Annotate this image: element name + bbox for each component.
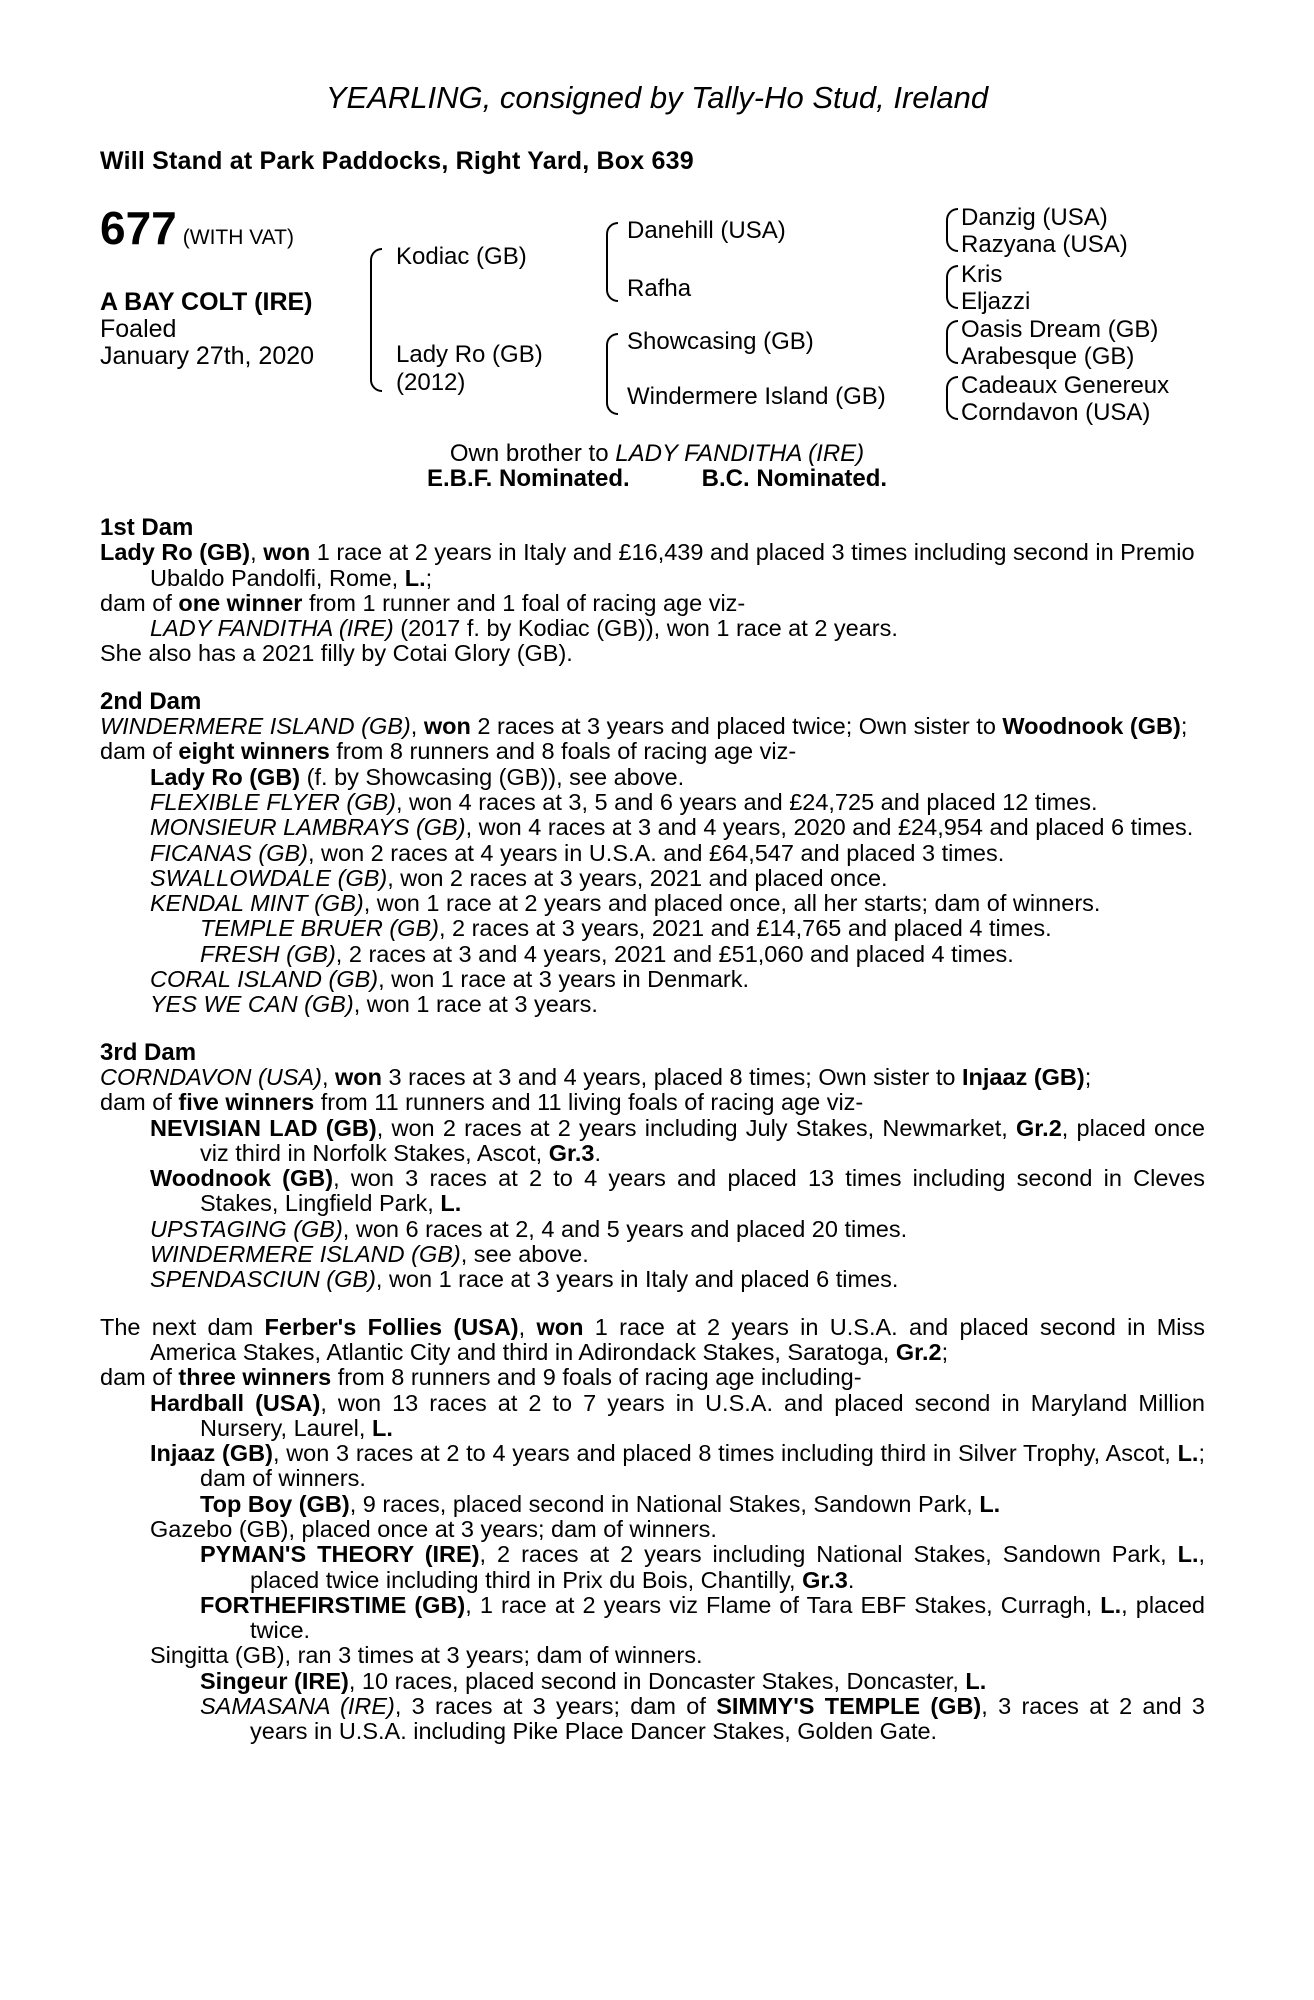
text: , placed twice including third in Prix du Bois, Chantilly, [250, 1541, 1206, 1593]
text: , won 2 races at 2 years including July Stakes, Newmarket, [376, 1114, 1017, 1141]
catalogue-body [100, 515, 1205, 1745]
text: , won 13 races at 2 to 7 years in U.S.A. and placed second in Maryland Million Nursery, Laurel, [200, 1389, 1206, 1441]
text: (2017 f. by Kodiac (GB)), won 1 race at 2 years. [393, 615, 898, 642]
won-label: won [423, 713, 471, 740]
lot-number [100, 202, 294, 254]
horse-name: PYMAN'S THEORY (IRE) [200, 1541, 480, 1568]
text: dam of [100, 1089, 179, 1116]
horse-name: UPSTAGING (GB) [150, 1215, 343, 1242]
winners-count: eight winners [178, 738, 330, 765]
horse-name: Hardball (USA) [150, 1389, 321, 1416]
stand-location: Will Stand at Park Paddocks, Right Yard, Box 639 [100, 147, 694, 175]
brace [370, 248, 382, 392]
ggp-2: Razyana (USA) [961, 231, 1128, 258]
text: , won 4 races at 3 and 4 years, 2020 and £24,954 and placed 6 times. [465, 814, 1194, 841]
sire-sire: Danehill (USA) [627, 217, 786, 244]
grade-label: L. [371, 1414, 393, 1441]
dam-entry [100, 1065, 1205, 1090]
horse-name: FORTHEFIRSTIME (GB) [200, 1591, 466, 1618]
section-heading: 1st Dam [100, 514, 194, 541]
foaled-info [100, 316, 314, 370]
won-label: won [335, 1063, 383, 1090]
brace [946, 208, 958, 252]
winners-count: one winner [178, 589, 303, 616]
produce-entry [100, 1593, 1205, 1644]
own-brother-name: LADY FANDITHA (IRE) [615, 440, 865, 467]
horse-name: LADY FANDITHA (IRE) [150, 615, 394, 642]
horse-name: CORAL ISLAND (GB) [150, 966, 379, 993]
lot-description: A BAY COLT (IRE) [100, 288, 313, 316]
ggp-1: Danzig (USA) [961, 204, 1108, 231]
note-line: She also has a 2021 filly by Cotai Glory (GB). [100, 640, 573, 667]
text: 3 races at 3 and 4 years, placed 8 times; Own sister to [382, 1063, 962, 1090]
text: dam of [100, 738, 179, 765]
text: , 2 races at 3 and 4 years, 2021 and £51,060 and placed 4 times. [335, 940, 1014, 967]
horse-name: Singeur (IRE) [200, 1667, 349, 1694]
horse-name: MONSIEUR LAMBRAYS (GB) [150, 814, 466, 841]
next-dam-entry [100, 1315, 1205, 1366]
text: from 1 runner and 1 foal of racing age viz- [302, 589, 746, 616]
text: 1 race at 2 years in U.S.A. and placed second in Miss America Stakes, Atlantic City and third in Adirondack Stakes, Saratoga, [150, 1313, 1205, 1365]
text: , [518, 1313, 537, 1340]
dam-sire: Showcasing (GB) [627, 328, 814, 355]
text: 1 race at 2 years in Italy and £16,439 and placed 3 times including second in Premio Ubaldo Pandolfi, Rome, [150, 539, 1195, 591]
sire-dam: Rafha [627, 275, 692, 302]
text: ; dam of winners. [200, 1440, 1205, 1492]
produce-summary [100, 591, 1205, 616]
text: . [847, 1566, 855, 1593]
text: ; [1180, 713, 1188, 740]
grade-label: Gr.2 [1016, 1114, 1062, 1141]
grade-label: L. [1100, 1591, 1122, 1618]
horse-name: Injaaz (GB) [961, 1063, 1085, 1090]
text: , 10 races, placed second in Doncaster Stakes, Doncaster, [348, 1667, 966, 1694]
grade-label: L. [1177, 1541, 1199, 1568]
won-label: won [536, 1313, 584, 1340]
text: from 11 runners and 11 living foals of racing age viz- [314, 1089, 864, 1116]
text: , won 1 race at 3 years in Italy and placed 6 times. [375, 1266, 899, 1293]
horse-name: YES WE CAN (GB) [150, 991, 354, 1018]
ggp-6: Arabesque (GB) [961, 343, 1135, 370]
text: , 1 race at 2 years viz Flame of Tara EBF Stakes, Curragh, [465, 1591, 1101, 1618]
produce-entry [100, 916, 1205, 941]
produce-entry: Gazebo (GB), placed once at 3 years; dam of winners. [150, 1515, 717, 1542]
produce-entry [100, 1116, 1205, 1167]
produce-summary [100, 739, 1205, 764]
produce-entry [100, 1492, 1205, 1517]
nominations [0, 465, 1314, 493]
produce-entry [100, 967, 1205, 992]
dam-year: (2012) [396, 369, 466, 396]
text: The next dam [100, 1313, 265, 1340]
grade-label: Gr.3 [548, 1139, 595, 1166]
produce-entry [100, 992, 1205, 1017]
section-heading: 2nd Dam [100, 687, 202, 715]
text: , won 3 races at 2 to 4 years and placed 8 times including third in Silver Trophy, Ascot, [272, 1440, 1178, 1467]
text: , see above. [460, 1241, 589, 1268]
produce-entry [100, 1669, 1205, 1694]
horse-name: NEVISIAN LAD (GB) [150, 1114, 377, 1141]
produce-entry [100, 790, 1205, 815]
page-title: YEARLING, consigned by Tally-Ho Stud, Ireland [325, 80, 989, 115]
text: ; [941, 1338, 949, 1365]
text: 2 races at 3 years and placed twice; Own sister to [470, 713, 1003, 740]
horse-name: Woodnook (GB) [1002, 713, 1181, 740]
horse-name: CORNDAVON (USA) [100, 1063, 322, 1090]
brace [946, 265, 958, 309]
produce-entry [100, 765, 1205, 790]
text: , [410, 713, 424, 740]
ebf-nominated: E.B.F. Nominated. [426, 465, 630, 492]
produce-entry [100, 1391, 1205, 1442]
grade-label: L. [440, 1190, 462, 1217]
text: , 2 races at 2 years including National Stakes, Sandown Park, [479, 1541, 1178, 1568]
text: , won 1 race at 3 years in Denmark. [378, 966, 750, 993]
dam-dam: Windermere Island (GB) [627, 383, 886, 410]
brace [946, 320, 958, 364]
produce-entry [100, 1542, 1205, 1593]
won-label: won [263, 539, 311, 566]
produce-entry [100, 942, 1205, 967]
section-heading: 3rd Dam [100, 1038, 197, 1066]
text: , won 2 races at 4 years in U.S.A. and £64,547 and placed 3 times. [307, 839, 1005, 866]
horse-name: WINDERMERE ISLAND (GB) [100, 713, 411, 740]
text: , won 4 races at 3, 5 and 6 years and £24,725 and placed 12 times. [395, 788, 1098, 815]
horse-name: SAMASANA (IRE) [200, 1693, 395, 1720]
own-brother-prefix: Own brother to [449, 440, 616, 467]
ggp-7: Cadeaux Genereux [961, 372, 1170, 399]
horse-name: FICANAS (GB) [150, 839, 308, 866]
vat-note: (WITH VAT) [182, 226, 294, 249]
text: ; [425, 564, 433, 591]
ggp-4: Eljazzi [961, 288, 1031, 315]
brace [946, 376, 958, 420]
text: , [321, 1063, 336, 1090]
foaled-date: January 27th, 2020 [100, 342, 315, 370]
text: , won 2 races at 3 years, 2021 and placed once. [387, 864, 888, 891]
produce-entry [100, 1217, 1205, 1242]
lot-number-value: 677 [100, 202, 177, 254]
horse-name: SIMMY'S TEMPLE (GB) [716, 1693, 982, 1720]
horse-name: Injaaz (GB) [150, 1440, 273, 1467]
text: dam of [100, 589, 179, 616]
produce-entry [100, 1242, 1205, 1267]
text: , 9 races, placed second in National Stakes, Sandown Park, [349, 1490, 980, 1517]
produce-entry [100, 1441, 1205, 1492]
horse-name: Top Boy (GB) [200, 1490, 350, 1517]
horse-name: FRESH (GB) [200, 940, 336, 967]
ggp-8: Corndavon (USA) [961, 399, 1151, 426]
text: from 8 runners and 9 foals of racing age including- [331, 1364, 862, 1391]
brace [606, 222, 618, 302]
produce-entry [100, 1267, 1205, 1292]
text: , 3 races at 3 years; dam of [394, 1693, 717, 1720]
horse-name: SPENDASCIUN (GB) [150, 1266, 376, 1293]
brace [606, 333, 618, 415]
produce-entry: Singitta (GB), ran 3 times at 3 years; dam of winners. [150, 1642, 703, 1669]
ggp-5: Oasis Dream (GB) [961, 316, 1159, 343]
text: . [594, 1139, 601, 1166]
produce-entry [100, 1694, 1205, 1745]
winners-count: five winners [178, 1089, 315, 1116]
horse-name: Lady Ro (GB) [100, 539, 251, 566]
horse-name: SWALLOWDALE (GB) [150, 864, 388, 891]
text: , placed once viz third in Norfolk Stakes, Ascot, [200, 1114, 1206, 1166]
text: , won 6 races at 2, 4 and 5 years and placed 20 times. [342, 1215, 908, 1242]
horse-name: FLEXIBLE FLYER (GB) [150, 788, 396, 815]
produce-entry [100, 815, 1205, 840]
horse-name: Lady Ro (GB) [150, 763, 301, 790]
horse-name: TEMPLE BRUER (GB) [200, 915, 439, 942]
horse-name: KENDAL MINT (GB) [150, 890, 364, 917]
dam: Lady Ro (GB) [396, 341, 543, 368]
own-brother-note [0, 440, 1314, 468]
produce-entry [100, 1166, 1205, 1217]
produce-entry [100, 866, 1205, 891]
text: (f. by Showcasing (GB)), see above. [300, 763, 685, 790]
grade-label: L. [965, 1667, 987, 1694]
produce-summary [100, 1090, 1205, 1115]
grade-label: L. [404, 564, 426, 591]
text: dam of [100, 1364, 179, 1391]
produce-entry [100, 616, 1205, 641]
text: from 8 runners and 8 foals of racing age viz- [329, 738, 797, 765]
winners-count: three winners [178, 1364, 332, 1391]
text: , 2 races at 3 years, 2021 and £14,765 and placed 4 times. [438, 915, 1052, 942]
text: , 3 races at 2 and 3 years in U.S.A. including Pike Place Dancer Stakes, Golden Gate. [250, 1693, 1205, 1745]
sire: Kodiac (GB) [396, 243, 527, 270]
text: , won 3 races at 2 to 4 years and placed 13 times including second in Cleves Stakes, Lingfield Park, [200, 1165, 1205, 1217]
horse-name: WINDERMERE ISLAND (GB) [150, 1241, 461, 1268]
text: , placed twice. [250, 1591, 1206, 1644]
ggp-3: Kris [961, 261, 1003, 288]
grade-label: Gr.3 [802, 1566, 848, 1593]
dam-entry: Lady Ro (GB), won 1 race at 2 years in Italy and £16,439 and placed 3 times including second in Premio Ubaldo Pandolfi, Rome, L.; [100, 539, 1195, 591]
text: , won 1 race at 2 years and placed once, all her starts; dam of winners. [363, 890, 1101, 917]
grade-label: L. [1177, 1440, 1199, 1467]
foaled-label: Foaled [100, 315, 177, 343]
produce-entry [100, 891, 1205, 916]
produce-summary [100, 1365, 1205, 1390]
horse-name: Woodnook (GB) [150, 1165, 334, 1192]
horse-name: Ferber's Follies (USA) [264, 1313, 519, 1340]
text: ; [1084, 1063, 1092, 1090]
text: , won 1 race at 3 years. [353, 991, 598, 1018]
dam-entry [100, 714, 1205, 739]
bc-nominated: B.C. Nominated. [701, 465, 888, 492]
produce-entry [100, 841, 1205, 866]
grade-label: L. [979, 1490, 1001, 1517]
grade-label: Gr.2 [895, 1338, 942, 1365]
